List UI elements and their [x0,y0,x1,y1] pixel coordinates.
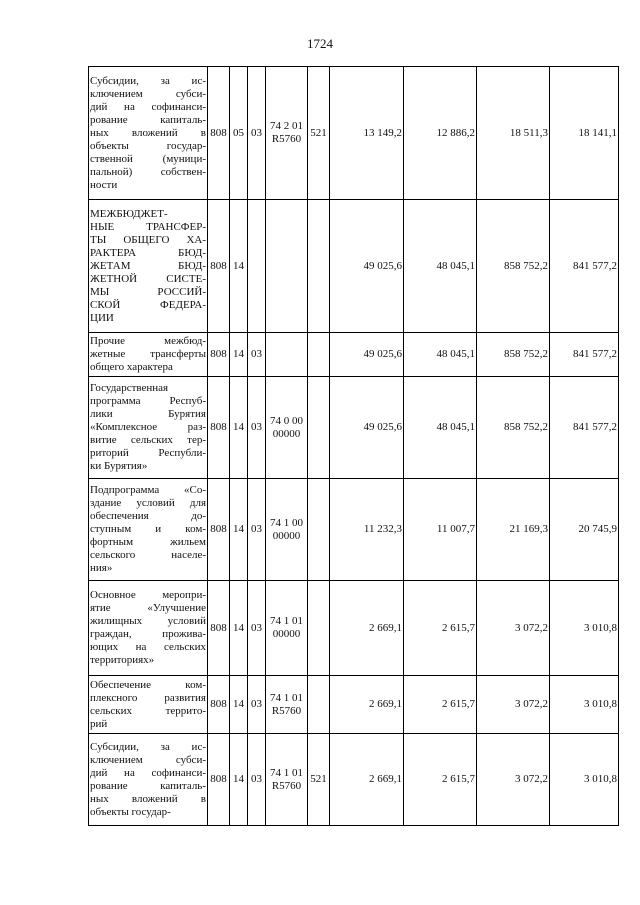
grbs-code: 808 [208,676,230,734]
target-article-code [266,581,308,676]
amount-3: 18 511,3 [477,67,550,200]
description-line: жетные трансферты [90,348,206,360]
description-line: ющих на сельских [90,641,206,653]
amount-4: 3 010,8 [550,676,619,734]
subsection-code: 03 [248,734,266,826]
amount-3: 858 752,2 [477,333,550,377]
target-article-code [266,200,308,333]
description-line: НЫЕ ТРАНСФЕР- [90,220,206,233]
description-line: общего характера [90,361,173,373]
section-code: 14 [230,333,248,377]
target-article-line: 00000 [272,529,301,542]
amount-1: 49 025,6 [330,377,404,479]
description-line: сельского населе- [90,549,206,561]
row-description [89,67,208,200]
table-row [89,67,619,200]
target-article-line: 00000 [272,628,301,640]
amount-2: 48 045,1 [404,377,477,479]
section-code: 14 [230,734,248,826]
description-line: риторий Республи- [90,447,206,459]
amount-3: 858 752,2 [477,377,550,479]
description-line: ключением субси- [90,753,206,766]
description-line: Государственная [90,382,169,394]
target-article-line: 74 0 00 [270,414,303,427]
expense-type-code [308,333,330,377]
target-article-line: R5760 [271,704,302,717]
description-line: граждан, прожива- [90,628,206,640]
subsection-code: 03 [248,333,266,377]
subsection-code: 03 [248,377,266,479]
amount-3: 21 169,3 [477,479,550,581]
description-line: «Комплексное раз- [90,421,206,433]
description-line: плексного развития [90,691,206,704]
row-description [89,734,208,826]
section-code: 14 [230,479,248,581]
grbs-code: 808 [208,581,230,676]
description-line: витие сельских тер- [90,434,206,446]
amount-4: 841 577,2 [550,200,619,333]
grbs-code: 808 [208,377,230,479]
description-line: ных вложений в [90,126,206,139]
row-description [89,581,208,676]
section-code: 14 [230,377,248,479]
amount-1: 2 669,1 [330,676,404,734]
amount-2: 48 045,1 [404,200,477,333]
target-article-code [266,377,308,479]
amount-4: 18 141,1 [550,67,619,200]
expense-type-code: 521 [308,67,330,200]
table-row [89,377,619,479]
description-line: объекты государ- [90,805,171,818]
description-line: ния» [90,562,113,574]
subsection-code: 03 [248,581,266,676]
row-description [89,676,208,734]
description-line: пальной) собствен- [90,165,206,178]
amount-1: 2 669,1 [330,581,404,676]
description-line: жилищных условий [90,615,206,627]
section-code: 14 [230,676,248,734]
target-article-code [266,479,308,581]
description-line: Подпрограмма «Со- [90,484,206,496]
amount-2: 12 886,2 [404,67,477,200]
description-line: объекты государ- [90,139,206,152]
row-description [89,377,208,479]
subsection-code: 03 [248,676,266,734]
description-line: ности [90,178,118,191]
budget-table [88,66,619,826]
grbs-code: 808 [208,734,230,826]
amount-3: 3 072,2 [477,581,550,676]
target-article-line: 74 1 01 [270,691,303,704]
subsection-code: 03 [248,479,266,581]
table-row [89,333,619,377]
description-line: дий на софинанси- [90,100,206,113]
description-line: ТЫ ОБЩЕГО ХА- [90,233,206,246]
description-line: сельских террито- [90,704,206,717]
expense-type-code [308,676,330,734]
amount-2: 11 007,7 [404,479,477,581]
description-line: Прочие межбюд- [90,335,206,347]
description-line: обеспечения до- [90,510,206,522]
target-article-line: 74 2 01 [270,120,303,132]
expense-type-code [308,479,330,581]
amount-4: 841 577,2 [550,377,619,479]
table-row [89,479,619,581]
target-article-line: 74 1 01 [270,766,303,779]
table-row [89,200,619,333]
description-line: ступным и ком- [90,523,206,535]
table-row [89,676,619,734]
amount-4: 3 010,8 [550,581,619,676]
description-line: ки Бурятия» [90,460,148,472]
amount-3: 3 072,2 [477,676,550,734]
target-article-code [266,333,308,377]
target-article-line: 74 1 01 [270,615,303,627]
description-line: ЦИИ [90,311,114,324]
target-article-line: 74 1 00 [270,516,303,529]
grbs-code: 808 [208,67,230,200]
grbs-code: 808 [208,333,230,377]
description-line: ятие «Улучшение [90,602,206,614]
subsection-code [248,200,266,333]
section-code: 14 [230,581,248,676]
description-line: Субсидии, за ис- [90,740,206,753]
amount-4: 20 745,9 [550,479,619,581]
description-line: фортным жильем [90,536,206,548]
description-line: Обеспечение ком- [90,678,206,691]
description-line: рование капиталь- [90,779,206,792]
amount-1: 49 025,6 [330,333,404,377]
row-description [89,333,208,377]
target-article-line: R5760 [271,779,302,792]
amount-3: 858 752,2 [477,200,550,333]
target-article-code [266,67,308,200]
description-line: ственной (муници- [90,152,206,165]
amount-2: 2 615,7 [404,734,477,826]
description-line: МЕЖБЮДЖЕТ- [90,207,168,220]
amount-4: 3 010,8 [550,734,619,826]
amount-2: 2 615,7 [404,676,477,734]
amount-2: 48 045,1 [404,333,477,377]
description-line: Основное меропри- [90,589,206,601]
amount-3: 3 072,2 [477,734,550,826]
description-line: РАКТЕРА БЮД- [90,246,206,259]
target-article-line: 00000 [272,427,301,440]
description-line: дий на софинанси- [90,766,206,779]
target-article-code [266,734,308,826]
page-number: 1724 [307,36,333,51]
table-row [89,734,619,826]
description-line: ЖЕТНОЙ СИСТЕ- [90,272,206,285]
description-line: здание условий для [90,497,206,509]
amount-4: 841 577,2 [550,333,619,377]
description-line: ных вложений в [90,792,206,805]
description-line: ключением субси- [90,87,206,100]
amount-2: 2 615,7 [404,581,477,676]
expense-type-code: 521 [308,734,330,826]
grbs-code: 808 [208,479,230,581]
section-code: 05 [230,67,248,200]
description-line: территориях» [90,654,155,666]
target-article-code [266,676,308,734]
expense-type-code [308,200,330,333]
description-line: МЫ РОССИЙ- [90,285,206,298]
description-line: Субсидии, за ис- [90,74,206,87]
section-code: 14 [230,200,248,333]
subsection-code: 03 [248,67,266,200]
row-description [89,479,208,581]
table-row [89,581,619,676]
description-line: рование капиталь- [90,113,206,126]
grbs-code: 808 [208,200,230,333]
expense-type-code [308,581,330,676]
table-body [89,67,619,826]
description-line: СКОЙ ФЕДЕРА- [90,298,206,311]
description-line: рий [90,717,108,730]
description-line: лики Бурятия [90,408,206,420]
target-article-line: R5760 [271,133,302,145]
row-description [89,200,208,333]
amount-1: 49 025,6 [330,200,404,333]
amount-1: 13 149,2 [330,67,404,200]
expense-type-code [308,377,330,479]
amount-1: 2 669,1 [330,734,404,826]
amount-1: 11 232,3 [330,479,404,581]
description-line: ЖЕТАМ БЮД- [90,259,206,272]
description-line: программа Респуб- [90,395,206,407]
